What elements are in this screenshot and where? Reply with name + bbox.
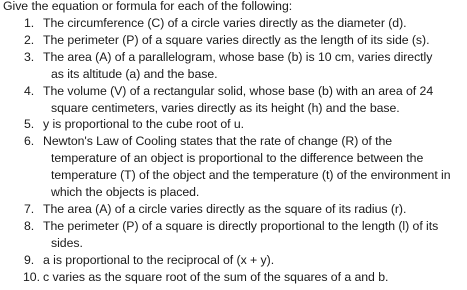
item-number: 2. (24, 32, 35, 47)
item-text: The area (A) of a parallelogram, whose base (b) is 10 cm, varies directly (43, 49, 433, 64)
document (3, 0, 465, 286)
item-number: 1. (24, 16, 35, 30)
problem-list (3, 15, 465, 286)
item-number: 3. (24, 49, 35, 64)
item-text-continued: sides. (51, 235, 83, 250)
item-number: 8. (24, 218, 35, 233)
item-text: Newton's Law of Cooling states that the rate of change (R) of the (43, 134, 393, 149)
item-text: The circumference (C) of a circle varies directly as the diameter (d). (43, 16, 407, 30)
item-text: c varies as the square root of the sum of the squares of a and b. (43, 269, 389, 284)
instructions-heading: Give the equation or formula for each of the following: (3, 0, 293, 13)
item-text: y is proportional to the cube root of u. (43, 117, 245, 132)
item-text: The perimeter (P) of a square is directly proportional to the length (l) of its (43, 218, 439, 233)
item-text: a is proportional to the reciprocal of (x + y). (43, 252, 275, 267)
list-item (3, 32, 465, 49)
list-item (3, 83, 465, 117)
item-number: 6. (24, 134, 35, 149)
list-item (3, 269, 465, 286)
list-item (3, 15, 465, 32)
item-text: The volume (V) of a rectangular solid, whose base (b) with an area of 24 (43, 83, 434, 98)
item-number: 4. (24, 83, 35, 98)
list-item (3, 133, 465, 201)
item-number: 5. (24, 117, 35, 132)
item-text-continued: temperature (T) of the object and the temperature (t) of the environment in (51, 168, 451, 183)
item-text-continued: which the objects is placed. (51, 185, 200, 200)
list-item (3, 218, 465, 252)
list-item (3, 116, 465, 133)
item-text: The area (A) of a circle varies directly as the square of its radius (r). (43, 201, 407, 216)
item-number: 10. (23, 269, 40, 284)
item-text-continued: as its altitude (a) and the base. (51, 66, 218, 81)
item-text-continued: square centimeters, varies directly as its height (h) and the base. (51, 100, 400, 115)
item-text-continued: temperature of an object is proportional to the difference between the (51, 151, 424, 166)
item-number: 7. (24, 201, 35, 216)
item-number: 9. (24, 252, 35, 267)
list-item (3, 49, 465, 83)
item-text: The perimeter (P) of a square varies directly as the length of its side (s). (43, 32, 430, 47)
list-item (3, 252, 465, 269)
list-item (3, 201, 465, 218)
